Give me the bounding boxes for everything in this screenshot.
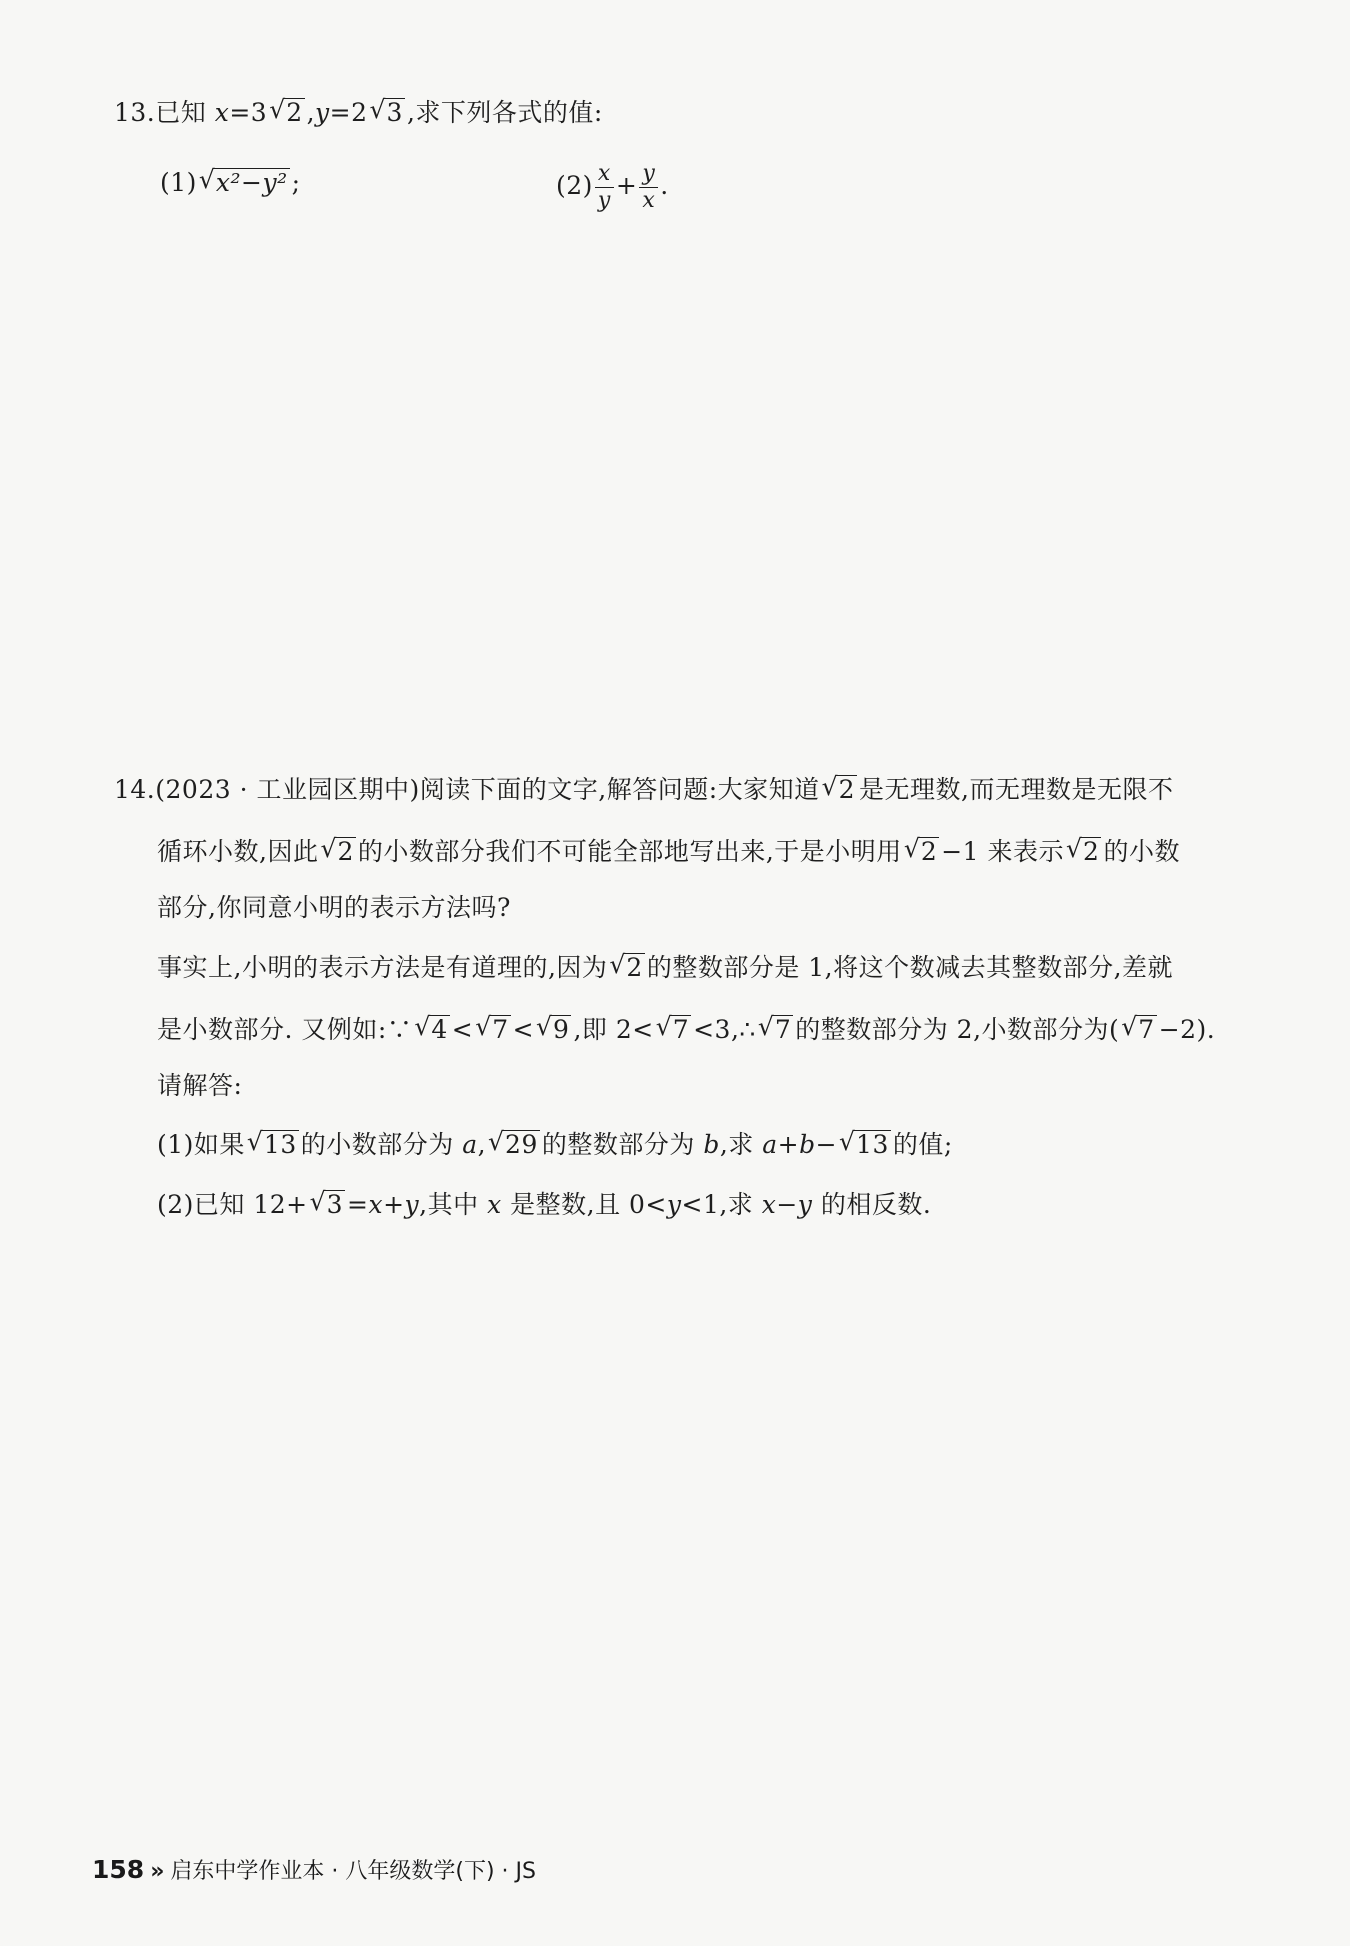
sqrt-9: √ 9 [536,1012,571,1048]
sqrt-x2-minus-y2: √ x²−y² [199,165,290,201]
sqrt-7: √ 7 [758,1012,793,1048]
q14-source: (2023 · 工业园区期中) [155,775,420,804]
q13-number: 13. [114,98,156,127]
q14-line-5: 是小数部分. 又例如:∵√ 4 <√ 7 <√ 9 ,即 2<√ 7 <3,∴√ 7 的整数部分为 2,小数部分为(√ 7 −2). [157,1012,1215,1048]
q14-line-4: 事实上,小明的表示方法是有道理的,因为√ 2 的整数部分是 1,将这个数减去其整数部分,差就 [157,950,1173,986]
q14-line-3: 部分,你同意小明的表示方法吗? [157,893,511,922]
q14-part2: (2)已知 12+√ 3 =x+y,其中 x 是整数,且 0<y<1,求 x−y 的相反数. [157,1187,931,1223]
sqrt-2: √ 2 [904,834,939,870]
sqrt-3: √ 3 [370,95,405,131]
q14-part1: (1)如果√ 13 的小数部分为 a,√ 29 的整数部分为 b,求 a+b−√ 13 的值; [157,1127,953,1163]
q14-number: 14. [114,775,156,804]
chevron-icon: » [150,1859,165,1884]
q13-stem: 13.已知 x=3√ 2 ,y=2√ 3 ,求下列各式的值: [114,95,603,131]
sqrt-2: √ 2 [822,772,857,808]
sqrt-29: √ 29 [488,1127,540,1163]
sqrt-7: √ 7 [1121,1012,1156,1048]
sqrt-2: √ 2 [269,95,304,131]
fraction-y-over-x: $\frac{y}{x}$ [639,161,658,214]
q14-line-6: 请解答: [157,1071,243,1100]
sqrt-7: √ 7 [475,1012,510,1048]
sqrt-13: √ 13 [247,1127,299,1163]
q13-part1: (1)√ x²−y² ; [160,165,301,201]
sqrt-13: √ 13 [839,1127,891,1163]
page-footer [92,1855,536,1887]
sqrt-2: √ 2 [1066,834,1101,870]
q14-line-1: 14.(2023 · 工业园区期中)阅读下面的文字,解答问题:大家知道√ 2 是无理数,而无理数是无限不 [114,772,1173,808]
book-title: 启东中学作业本 · 八年级数学(下) · JS [170,1859,536,1884]
sqrt-2: √ 2 [609,950,644,986]
page-number: 158 [92,1855,145,1884]
sqrt-7: √ 7 [656,1012,691,1048]
sqrt-2: √ 2 [320,834,355,870]
sqrt-4: √ 4 [414,1012,449,1048]
fraction-x-over-y: $\frac{x}{y}$ [595,161,614,214]
q13-part2: (2) $\frac{x}{y}$ + $\frac{y}{x}$ . [556,161,669,213]
sqrt-3: √ 3 [310,1187,345,1223]
q14-line-2: 循环小数,因此√ 2 的小数部分我们不可能全部地写出来,于是小明用√ 2 −1 来表示√ 2 的小数 [157,834,1180,870]
